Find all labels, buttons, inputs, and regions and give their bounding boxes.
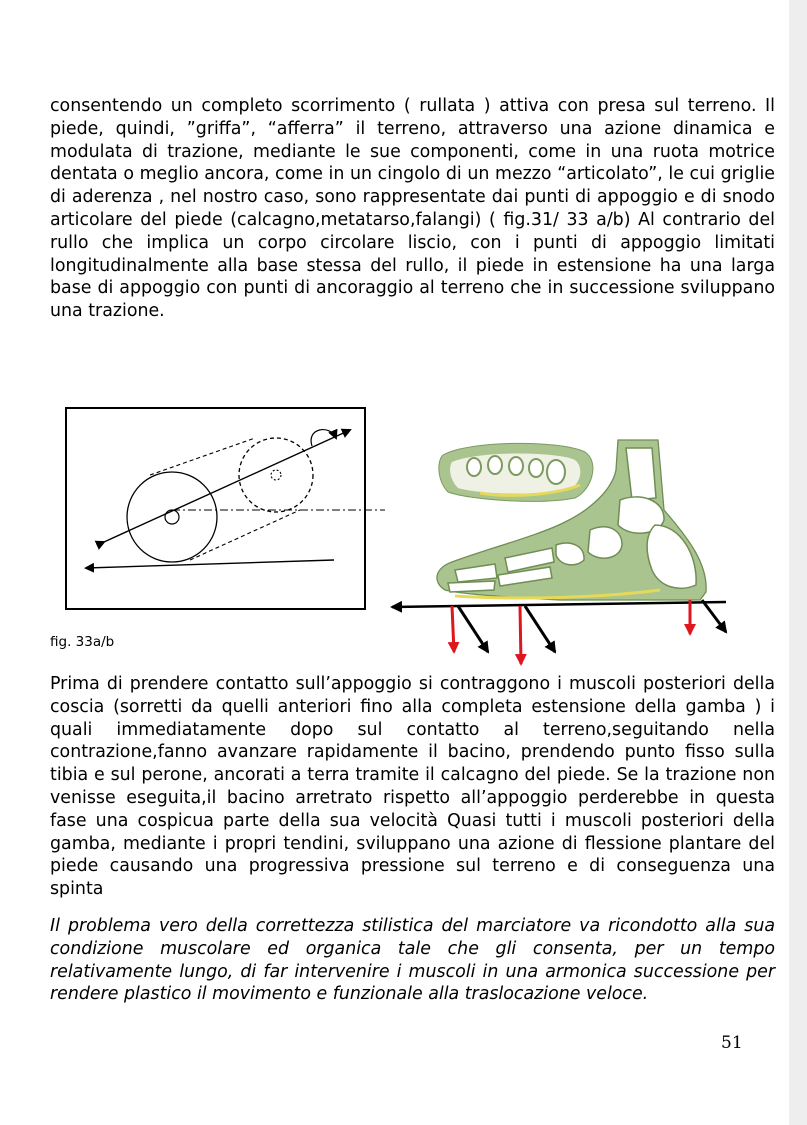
figure-caption: fig. 33a/b	[50, 634, 115, 650]
roller-axle-dashed	[271, 470, 281, 480]
black-force-arrow	[525, 606, 555, 652]
page-number: 51	[721, 1033, 743, 1053]
motion-arrow	[104, 430, 350, 542]
paragraph-contact: Prima di prendere contatto sull’appoggio si contraggono i muscoli posteriori della coscia (sorretti da quelli anteriori fino alla completa estensione della gamba ) i quali immediatamente dopo sul contatto al terreno,seguitando nella contrazione,fanno avanzare rapidamente il bacino, prendendo punto fisso sulla tibia e sul perone, ancorati a terra tramite il calcagno del piede. Se la trazione non venisse eseguita,il bacino arretrato rispetto all’appoggio perderebbe in questa fase una cospicua parte della sua velocità Quasi tutti i muscoli posteriori della gamba, mediante i propri tendini, sviluppano una azione di flessione plantare del piede causando una progressiva pressione sul terreno e di conseguenza una spinta	[50, 674, 775, 900]
black-force-arrow	[458, 606, 488, 652]
red-force-arrow	[520, 606, 521, 664]
paragraph-intro: consentendo un completo scorrimento ( rullata ) attiva con presa sul terreno. Il piede, quindi, ”griffa”, “afferra” il terreno, attraverso una azione dinamica e modulata di trazione, mediante le sue componenti, come in una ruota motrice dentata o meglio ancora, come in un cingolo di un mezzo “articolato”, le cui griglie di aderenza , nel nostro caso, sono rappresentate dai punti di appoggio e di snodo articolare del piede (calcagno,metatarso,falangi) ( fig.31/ 33 a/b) Al contrario del rullo che implica un corpo circolare liscio, con i punti di appoggio limitati longitudinalmente alla base stessa del rullo, il piede in estensione ha una larga base di appoggio con punti di ancoraggio al terreno che in successione sviluppano una trazione.	[50, 96, 775, 322]
ground-arrow	[86, 560, 334, 568]
foot-skeleton-diagram	[392, 440, 728, 664]
tangent-bottom	[190, 510, 300, 560]
roller-axle	[165, 510, 179, 524]
roller-circle	[127, 472, 217, 562]
paragraph-conclusion: Il problema vero della correttezza stilistica del marciatore va ricondotto alla sua condizione muscolare ed organica tale che gli consenta, per un tempo relativamente lungo, di far intervenire i muscoli in una armonica successione per rendere plastico il movimento e funzionale alla traslocazione veloce.	[50, 916, 775, 1005]
roller-frame	[66, 408, 365, 609]
red-force-arrow	[452, 606, 454, 652]
roller-diagram	[66, 408, 385, 609]
